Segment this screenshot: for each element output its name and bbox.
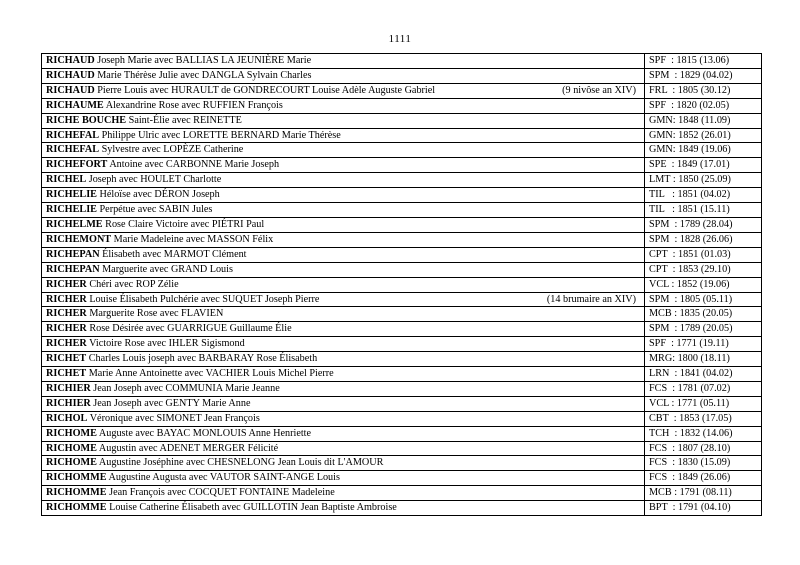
record-details: Héloïse avec DÉRON Joseph bbox=[99, 189, 220, 201]
table-row bbox=[42, 128, 762, 143]
record-surname: RICHER bbox=[46, 338, 87, 350]
record-reference: FRL : 1805 (30.12) bbox=[645, 83, 762, 98]
table-row bbox=[42, 441, 762, 456]
record-details: Augustine Joséphine avec CHESNELONG Jean Louis dit L'AMOUR bbox=[98, 457, 384, 469]
record-reference: SPF : 1820 (02.05) bbox=[645, 98, 762, 113]
record-reference: MCB : 1791 (08.11) bbox=[645, 486, 762, 501]
record-cell bbox=[42, 262, 645, 277]
record-cell bbox=[42, 381, 645, 396]
record-reference: MCB : 1835 (20.05) bbox=[645, 307, 762, 322]
table-row bbox=[42, 173, 762, 188]
record-details: Saint-Élie avec REINETTE bbox=[128, 114, 242, 126]
record-surname: RICHOMME bbox=[46, 487, 107, 499]
record-details: Louise Élisabeth Pulchérie avec SUQUET Joseph Pierre bbox=[89, 293, 320, 305]
record-cell bbox=[42, 322, 645, 337]
marriage-records-table bbox=[41, 53, 762, 516]
table-row bbox=[42, 247, 762, 262]
record-surname: RICHAUD bbox=[46, 55, 95, 66]
record-details: Marguerite Rose avec FLAVIEN bbox=[89, 308, 224, 320]
record-reference: VCL : 1852 (19.06) bbox=[645, 277, 762, 292]
table-row bbox=[42, 322, 762, 337]
record-details: Augustine Augusta avec VAUTOR SAINT-ANGE Louis bbox=[108, 472, 340, 484]
record-cell bbox=[42, 143, 645, 158]
record-details: Sylvestre avec LOPÈZE Catherine bbox=[101, 144, 244, 156]
record-details: Philippe Ulric avec LORETTE BERNARD Marie Thérèse bbox=[101, 129, 341, 141]
record-surname: RICHELIE bbox=[46, 204, 97, 216]
table-row bbox=[42, 277, 762, 292]
record-surname: RICHER bbox=[46, 308, 87, 320]
record-details: Victoire Rose avec IHLER Sigismond bbox=[89, 338, 245, 350]
record-reference: SPM : 1828 (26.06) bbox=[645, 232, 762, 247]
record-reference: TCH : 1832 (14.06) bbox=[645, 426, 762, 441]
record-reference: SPM : 1789 (20.05) bbox=[645, 322, 762, 337]
record-cell bbox=[42, 203, 645, 218]
record-cell bbox=[42, 337, 645, 352]
record-details: Louise Catherine Élisabeth avec GUILLOTIN Jean Baptiste Ambroise bbox=[109, 502, 397, 514]
record-cell bbox=[42, 98, 645, 113]
table-row bbox=[42, 54, 762, 69]
table-row bbox=[42, 113, 762, 128]
table-row bbox=[42, 486, 762, 501]
record-cell bbox=[42, 113, 645, 128]
record-cell bbox=[42, 158, 645, 173]
record-cell bbox=[42, 396, 645, 411]
record-cell bbox=[42, 232, 645, 247]
record-cell bbox=[42, 54, 645, 69]
record-reference: GMN: 1849 (19.06) bbox=[645, 143, 762, 158]
record-note: (9 nivôse an XIV) bbox=[562, 84, 636, 96]
record-surname: RICHEPAN bbox=[46, 248, 100, 260]
record-surname: RICHER bbox=[46, 323, 87, 335]
table-row bbox=[42, 203, 762, 218]
record-cell bbox=[42, 352, 645, 367]
record-surname: RICHOME bbox=[46, 442, 97, 454]
record-details: Marguerite avec GRAND Louis bbox=[102, 263, 233, 275]
record-cell bbox=[42, 188, 645, 203]
record-surname: RICHOMME bbox=[46, 472, 107, 484]
record-cell bbox=[42, 367, 645, 382]
record-surname: RICHE BOUCHE bbox=[46, 114, 127, 126]
record-cell bbox=[42, 128, 645, 143]
table-row bbox=[42, 352, 762, 367]
record-surname: RICHEPAN bbox=[46, 263, 100, 275]
record-reference: TIL : 1851 (04.02) bbox=[645, 188, 762, 203]
record-surname: RICHIER bbox=[46, 382, 91, 394]
record-cell bbox=[42, 217, 645, 232]
record-surname: RICHOME bbox=[46, 457, 97, 469]
record-surname: RICHER bbox=[46, 278, 87, 290]
record-details: Perpétue avec SABIN Jules bbox=[99, 204, 213, 216]
record-reference: BPT : 1791 (04.10) bbox=[645, 501, 762, 516]
record-reference: VCL : 1771 (05.11) bbox=[645, 396, 762, 411]
table-row bbox=[42, 501, 762, 516]
table-row bbox=[42, 83, 762, 98]
record-surname: RICHIER bbox=[46, 397, 91, 409]
table-row bbox=[42, 396, 762, 411]
table-row bbox=[42, 68, 762, 83]
record-details: Élisabeth avec MARMOT Clément bbox=[102, 248, 247, 260]
record-reference: LRN : 1841 (04.02) bbox=[645, 367, 762, 382]
table-row bbox=[42, 232, 762, 247]
record-surname: RICHEMONT bbox=[46, 233, 112, 245]
table-row bbox=[42, 337, 762, 352]
record-surname: RICHOME bbox=[46, 427, 97, 439]
record-reference: SPF : 1771 (19.11) bbox=[645, 337, 762, 352]
record-cell bbox=[42, 307, 645, 322]
record-details: Marie Madeleine avec MASSON Félix bbox=[113, 233, 274, 245]
record-details: Pierre Louis avec HURAULT de GONDRECOURT Louise Adèle Auguste Gabriel bbox=[97, 84, 436, 96]
table-row bbox=[42, 471, 762, 486]
record-details: Marie Thérèse Julie avec DANGLA Sylvain Charles bbox=[97, 69, 312, 81]
record-cell bbox=[42, 486, 645, 501]
table-row bbox=[42, 188, 762, 203]
record-surname: RICHOMME bbox=[46, 502, 107, 514]
record-reference: SPM : 1789 (28.04) bbox=[645, 217, 762, 232]
record-cell bbox=[42, 441, 645, 456]
table-row bbox=[42, 143, 762, 158]
record-details: Joseph avec HOULET Charlotte bbox=[88, 174, 222, 186]
record-cell bbox=[42, 68, 645, 83]
record-surname: RICHELME bbox=[46, 218, 103, 230]
table-row bbox=[42, 158, 762, 173]
record-reference: TIL : 1851 (15.11) bbox=[645, 203, 762, 218]
table-row bbox=[42, 367, 762, 382]
table-row bbox=[42, 217, 762, 232]
record-cell bbox=[42, 411, 645, 426]
table-row bbox=[42, 307, 762, 322]
table-row bbox=[42, 426, 762, 441]
record-details: Joseph Marie avec BALLIAS LA JEUNIÈRE Marie bbox=[97, 55, 312, 66]
record-reference: FCS : 1849 (26.06) bbox=[645, 471, 762, 486]
table-row bbox=[42, 411, 762, 426]
record-reference: GMN: 1848 (11.09) bbox=[645, 113, 762, 128]
record-reference: GMN: 1852 (26.01) bbox=[645, 128, 762, 143]
record-reference: SPE : 1849 (17.01) bbox=[645, 158, 762, 173]
record-surname: RICHEFAL bbox=[46, 129, 100, 141]
table-row bbox=[42, 381, 762, 396]
record-details: Charles Louis joseph avec BARBARAY Rose Élisabeth bbox=[88, 353, 318, 365]
record-surname: RICHELIE bbox=[46, 189, 97, 201]
record-details: Jean Joseph avec COMMUNIA Marie Jeanne bbox=[93, 382, 280, 394]
record-surname: RICHOL bbox=[46, 412, 88, 424]
record-cell bbox=[42, 247, 645, 262]
table-row bbox=[42, 262, 762, 277]
record-cell bbox=[42, 277, 645, 292]
record-reference: SPM : 1829 (04.02) bbox=[645, 68, 762, 83]
record-reference: FCS : 1781 (07.02) bbox=[645, 381, 762, 396]
table-row bbox=[42, 292, 762, 307]
record-surname: RICHEFAL bbox=[46, 144, 100, 156]
record-cell bbox=[42, 501, 645, 516]
record-cell bbox=[42, 426, 645, 441]
record-note: (14 brumaire an XIV) bbox=[546, 293, 636, 305]
record-surname: RICHAUME bbox=[46, 99, 104, 111]
record-reference: FCS : 1830 (15.09) bbox=[645, 456, 762, 471]
record-reference: SPF : 1815 (13.06) bbox=[645, 54, 762, 69]
record-details: Jean François avec COCQUET FONTAINE Madeleine bbox=[109, 487, 335, 499]
record-reference: MRG: 1800 (18.11) bbox=[645, 352, 762, 367]
page-number: 1111 bbox=[388, 33, 412, 45]
record-surname: RICHAUD bbox=[46, 69, 95, 81]
record-reference: CPT : 1851 (01.03) bbox=[645, 247, 762, 262]
record-details: Véronique avec SIMONET Jean François bbox=[89, 412, 260, 424]
record-surname: RICHET bbox=[46, 353, 87, 365]
record-details: Rose Désirée avec GUARRIGUE Guillaume Élie bbox=[89, 323, 292, 335]
table-row bbox=[42, 456, 762, 471]
record-surname: RICHER bbox=[46, 293, 87, 305]
record-cell bbox=[42, 456, 645, 471]
record-details: Alexandrine Rose avec RUFFIEN François bbox=[105, 99, 283, 111]
table-row bbox=[42, 98, 762, 113]
record-details: Jean Joseph avec GENTY Marie Anne bbox=[93, 397, 251, 409]
records-body bbox=[42, 54, 762, 516]
record-details: Rose Claire Victoire avec PIÉTRI Paul bbox=[105, 218, 265, 230]
record-details: Auguste avec BAYAC MONLOUIS Anne Henriette bbox=[98, 427, 312, 439]
record-cell bbox=[42, 173, 645, 188]
record-details: Chéri avec ROP Zélie bbox=[89, 278, 179, 290]
record-surname: RICHEFORT bbox=[46, 159, 108, 171]
record-details: Augustin avec ADENET MERGER Félicité bbox=[98, 442, 279, 454]
record-surname: RICHAUD bbox=[46, 84, 95, 96]
record-reference: LMT : 1850 (25.09) bbox=[645, 173, 762, 188]
record-details: Marie Anne Antoinette avec VACHIER Louis Michel Pierre bbox=[88, 368, 334, 380]
record-cell bbox=[42, 292, 645, 307]
record-reference: FCS : 1807 (28.10) bbox=[645, 441, 762, 456]
record-cell bbox=[42, 83, 645, 98]
record-reference: CBT : 1853 (17.05) bbox=[645, 411, 762, 426]
record-surname: RICHEL bbox=[46, 174, 87, 186]
record-surname: RICHET bbox=[46, 368, 87, 380]
record-cell bbox=[42, 471, 645, 486]
record-reference: SPM : 1805 (05.11) bbox=[645, 292, 762, 307]
record-reference: CPT : 1853 (29.10) bbox=[645, 262, 762, 277]
record-details: Antoine avec CARBONNE Marie Joseph bbox=[109, 159, 280, 171]
